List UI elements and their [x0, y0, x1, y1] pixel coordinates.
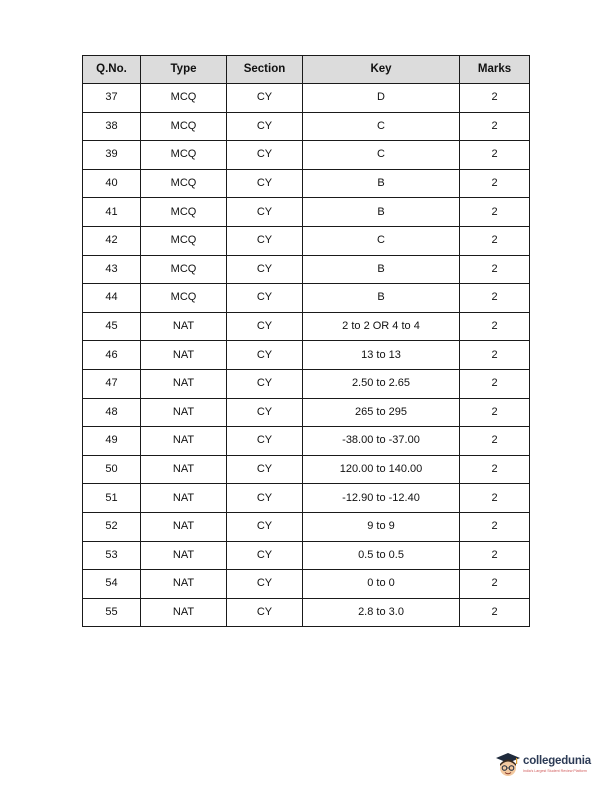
cell-marks: 2	[460, 598, 530, 627]
table-row	[83, 369, 530, 398]
cell-qno: 40	[83, 169, 141, 198]
cell-section: CY	[227, 341, 303, 370]
cell-section: CY	[227, 398, 303, 427]
cell-section: CY	[227, 598, 303, 627]
cell-key: B	[303, 284, 460, 313]
cell-type: NAT	[141, 427, 227, 456]
cell-key: 0.5 to 0.5	[303, 541, 460, 570]
cell-qno: 55	[83, 598, 141, 627]
cell-type: MCQ	[141, 141, 227, 170]
cell-section: CY	[227, 369, 303, 398]
table-row	[83, 512, 530, 541]
cell-marks: 2	[460, 169, 530, 198]
cell-marks: 2	[460, 398, 530, 427]
cell-key: B	[303, 255, 460, 284]
brand-name: collegedunia	[523, 755, 591, 767]
cell-key: 120.00 to 140.00	[303, 455, 460, 484]
graduate-mascot-icon	[494, 751, 522, 779]
cell-section: CY	[227, 284, 303, 313]
table-body	[83, 84, 530, 627]
cell-type: NAT	[141, 598, 227, 627]
cell-marks: 2	[460, 112, 530, 141]
cell-type: NAT	[141, 312, 227, 341]
cell-section: CY	[227, 455, 303, 484]
header-qno: Q.No.	[83, 56, 141, 84]
cell-qno: 52	[83, 512, 141, 541]
cell-type: MCQ	[141, 198, 227, 227]
cell-section: CY	[227, 84, 303, 113]
cell-qno: 43	[83, 255, 141, 284]
cell-key: 2 to 2 OR 4 to 4	[303, 312, 460, 341]
table-row	[83, 570, 530, 599]
collegedunia-logo	[494, 751, 606, 779]
table-row	[83, 169, 530, 198]
cell-section: CY	[227, 512, 303, 541]
answer-key-table	[82, 55, 530, 627]
header-section: Section	[227, 56, 303, 84]
table-row	[83, 427, 530, 456]
table-row	[83, 284, 530, 313]
cell-type: MCQ	[141, 112, 227, 141]
table-row	[83, 255, 530, 284]
cell-section: CY	[227, 427, 303, 456]
cell-qno: 47	[83, 369, 141, 398]
table-row	[83, 198, 530, 227]
cell-marks: 2	[460, 455, 530, 484]
cell-marks: 2	[460, 427, 530, 456]
cell-marks: 2	[460, 570, 530, 599]
cell-type: NAT	[141, 341, 227, 370]
cell-marks: 2	[460, 284, 530, 313]
cell-marks: 2	[460, 512, 530, 541]
table-row	[83, 398, 530, 427]
cell-type: NAT	[141, 541, 227, 570]
cell-key: B	[303, 169, 460, 198]
table-row	[83, 455, 530, 484]
cell-qno: 39	[83, 141, 141, 170]
cell-key: 0 to 0	[303, 570, 460, 599]
cell-marks: 2	[460, 84, 530, 113]
cell-section: CY	[227, 255, 303, 284]
cell-type: NAT	[141, 484, 227, 513]
cell-type: MCQ	[141, 284, 227, 313]
cell-marks: 2	[460, 255, 530, 284]
cell-qno: 44	[83, 284, 141, 313]
cell-marks: 2	[460, 341, 530, 370]
cell-section: CY	[227, 141, 303, 170]
cell-key: C	[303, 141, 460, 170]
cell-type: MCQ	[141, 255, 227, 284]
cell-marks: 2	[460, 198, 530, 227]
cell-type: NAT	[141, 570, 227, 599]
header-marks: Marks	[460, 56, 530, 84]
cell-type: NAT	[141, 455, 227, 484]
cell-key: -38.00 to -37.00	[303, 427, 460, 456]
cell-qno: 45	[83, 312, 141, 341]
table-row	[83, 484, 530, 513]
cell-type: MCQ	[141, 169, 227, 198]
cell-section: CY	[227, 570, 303, 599]
cell-section: CY	[227, 226, 303, 255]
cell-qno: 51	[83, 484, 141, 513]
cell-key: D	[303, 84, 460, 113]
cell-marks: 2	[460, 541, 530, 570]
table-row	[83, 598, 530, 627]
cell-key: 13 to 13	[303, 341, 460, 370]
cell-section: CY	[227, 198, 303, 227]
cell-key: C	[303, 112, 460, 141]
cell-qno: 54	[83, 570, 141, 599]
cell-type: MCQ	[141, 84, 227, 113]
table-row	[83, 112, 530, 141]
table-row	[83, 541, 530, 570]
cell-key: 2.50 to 2.65	[303, 369, 460, 398]
cell-section: CY	[227, 112, 303, 141]
cell-qno: 49	[83, 427, 141, 456]
table-header-row	[83, 56, 530, 84]
cell-key: -12.90 to -12.40	[303, 484, 460, 513]
cell-section: CY	[227, 541, 303, 570]
cell-type: MCQ	[141, 226, 227, 255]
cell-marks: 2	[460, 141, 530, 170]
cell-type: NAT	[141, 369, 227, 398]
cell-qno: 41	[83, 198, 141, 227]
cell-section: CY	[227, 169, 303, 198]
cell-marks: 2	[460, 226, 530, 255]
cell-section: CY	[227, 484, 303, 513]
cell-qno: 53	[83, 541, 141, 570]
cell-qno: 46	[83, 341, 141, 370]
cell-qno: 42	[83, 226, 141, 255]
header-type: Type	[141, 56, 227, 84]
table-row	[83, 226, 530, 255]
cell-qno: 38	[83, 112, 141, 141]
table-row	[83, 341, 530, 370]
header-key: Key	[303, 56, 460, 84]
cell-marks: 2	[460, 312, 530, 341]
table-row	[83, 312, 530, 341]
cell-marks: 2	[460, 484, 530, 513]
cell-type: NAT	[141, 512, 227, 541]
cell-key: 265 to 295	[303, 398, 460, 427]
cell-key: B	[303, 198, 460, 227]
cell-key: C	[303, 226, 460, 255]
table-row	[83, 141, 530, 170]
cell-marks: 2	[460, 369, 530, 398]
cell-qno: 37	[83, 84, 141, 113]
cell-qno: 48	[83, 398, 141, 427]
cell-qno: 50	[83, 455, 141, 484]
cell-key: 9 to 9	[303, 512, 460, 541]
brand-tagline: India's Largest Student Review Platform	[523, 769, 587, 773]
cell-section: CY	[227, 312, 303, 341]
cell-key: 2.8 to 3.0	[303, 598, 460, 627]
cell-type: NAT	[141, 398, 227, 427]
table-row	[83, 84, 530, 113]
